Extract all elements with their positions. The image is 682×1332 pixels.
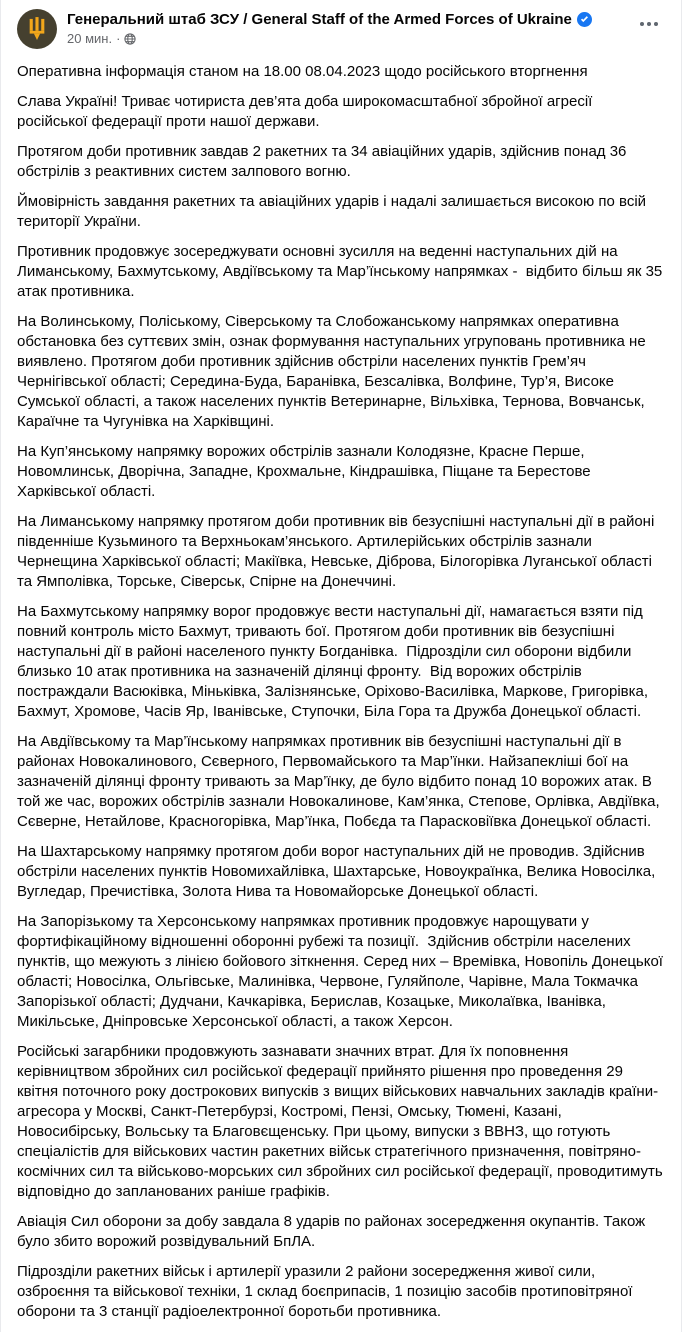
- post-paragraph: Слава Україні! Триває чотириста дев’ята доба широкомасштабної збройної агресії російської федерації проти нашої держави.: [17, 93, 597, 130]
- three-dots-icon: [639, 21, 659, 27]
- more-options-button[interactable]: [633, 11, 665, 37]
- post-paragraph: Протягом доби противник завдав 2 ракетних та 34 авіаційних ударів, здійснив понад 36 обстрілів з реактивних систем залпового вогню.: [17, 143, 631, 180]
- post-timestamp-row[interactable]: [67, 31, 633, 46]
- facebook-post-card: [1, 0, 681, 1332]
- post-paragraph: Ймовірність завдання ракетних та авіаційних ударів і надалі залишається високою по всій території України.: [17, 193, 651, 230]
- post-paragraph: На Бахмутському напрямку ворог продовжує вести наступальні дії, намагається взяти під повний контроль місто Бахмут, тривають бої. Протягом доби противник вів безуспішні наступальні дії в районі населеного пункту Богданівка. Підрозділи сил оборони відбили близько 10 атак противника на зазначеній ділянці фронту. Від ворожих обстрілів постраждали Васюківка, Міньківка, Залізнянське, Оріхово-Василівка, Маркове, Григорівка, Бахмут, Хромове, Часів Яр, Іванівське, Ступочки, Біла Гора та Дружба Донецької області.: [17, 603, 653, 720]
- post-paragraph: Російські загарбники продовжують зазнавати значних втрат. Для їх поповнення керівництвом збройних сил російської федерації прийнято рішення про проведення 29 квітня поточного року дострокових випусків з вищих військових навчальних закладів країни-агресора у Москві, Санкт-Петербурзі, Костромі, Пензі, Омську, Тюмені, Казані, Новосибірську, Вольську та Благовєщенську. При цьому, випуски з ВВНЗ, що готують спеціалістів для військових частин ракетних військ стратегічного призначення, повітряно-космічних сил та військово-морських сил збройних сил російської федерації, проводитимуть відповідно до запланованих раніше графіків.: [17, 1043, 667, 1200]
- post-paragraph: На Шахтарському напрямку протягом доби ворог наступальних дій не проводив. Здійснив обстріли населених пунктів Новомихайлівка, Шахтарське, Новоукраїнка, Велика Новосілка, Вугледар, Пречистівка, Золота Нива та Новомайорське Донецької області.: [17, 843, 660, 900]
- post-header: [17, 9, 665, 49]
- post-paragraph: На Куп’янському напрямку ворожих обстрілів зазнали Колодязне, Красне Перше, Новомлинськ, Дворічна, Западне, Крохмальне, Кіндрашівка, Піщане та Берестове Харківської області.: [17, 443, 595, 500]
- trident-icon: [26, 17, 48, 41]
- header-text-block: [67, 9, 633, 46]
- meta-separator: ·: [116, 31, 121, 46]
- timestamp-text: 20 мин.: [67, 31, 113, 46]
- post-paragraph: На Лиманському напрямку протягом доби противник вів безуспішні наступальні дії в районі південніше Кузьминого та Верхньокам’янського. Артилерійських обстрілів зазнали Чернещина Харківської області; Макіївка, Невське, Діброва, Білогорівка Луганської області та Ямполівка, Торське, Сіверськ, Спірне на Донеччині.: [17, 513, 659, 590]
- page-name-link[interactable]: Генеральний штаб ЗСУ / General Staff of the Armed Forces of Ukraine: [67, 11, 572, 28]
- post-paragraph: Оперативна інформація станом на 18.00 08.04.2023 щодо російського вторгнення: [17, 63, 588, 80]
- post-body: [17, 62, 668, 1322]
- post-paragraph: На Авдіївському та Мар’їнському напрямках противник вів безуспішні наступальні дії в районах Новокалинового, Сєверного, Первомайського та Мар’їнки. Найзапекліші бої на зазначеній ділянці фронту тривають за Мар’їнку, де було відбито понад 10 ворожих атак. В той же час, ворожих обстрілів зазнали Новокалинове, Кам’янка, Степове, Орлівка, Авдіївка, Сєверне, Нетайлове, Красногорівка, Мар’їнка, Побєда та Парасковіївка Донецької області.: [17, 733, 664, 830]
- verified-badge-icon: [577, 12, 592, 27]
- globe-icon: [124, 33, 136, 45]
- page-name-row: [67, 11, 633, 28]
- post-paragraph: Авіація Сил оборони за добу завдала 8 ударів по районах зосередження окупантів. Також було збито ворожий розвідувальний БпЛА.: [17, 1213, 650, 1250]
- page-avatar[interactable]: [17, 9, 57, 49]
- post-paragraph: На Волинському, Поліському, Сіверському та Слобожанському напрямках оперативна обстановка без суттєвих змін, ознак формування наступальних угруповань противника не виявлено. Протягом доби противник здійснив обстріли населених пунктів Грем’яч Чернігівської області; Середина-Буда, Баранівка, Безсалівка, Волфине, Тур’я, Високе Сумської області, а також населених пунктів Ветеринарне, Вільхівка, Тернова, Вовчанськ, Караїчне та Чугунівка на Харківщині.: [17, 313, 650, 430]
- post-paragraph: Противник продовжує зосереджувати основні зусилля на веденні наступальних дій на Лиманському, Бахмутському, Авдіївському та Мар’їнському напрямках - відбито більш як 35 атак противника.: [17, 243, 667, 300]
- post-paragraph: Підрозділи ракетних військ і артилерії уразили 2 райони зосередження живої сили, озброєння та військової техніки, 1 склад боєприпасів, 1 позицію засобів протиповітряної оборони та 3 станції радіоелектронної боротьби противника.: [17, 1263, 637, 1320]
- post-paragraph: На Запорізькому та Херсонському напрямках противник продовжує нарощувати у фортифікаційному відношенні оборонні рубежі та позиції. Здійснив обстріли населених пунктів, що межують з лінією бойового зіткнення. Серед них – Времівка, Новопіль Донецької області; Новосілка, Ольгівське, Малинівка, Червоне, Гуляйполе, Чарівне, Мала Токмачка Запорізької області; Дудчани, Качкарівка, Берислав, Козацьке, Миколаївка, Іванівка, Микільське, Дніпровське Херсонської області, а також Херсон.: [17, 913, 668, 1030]
